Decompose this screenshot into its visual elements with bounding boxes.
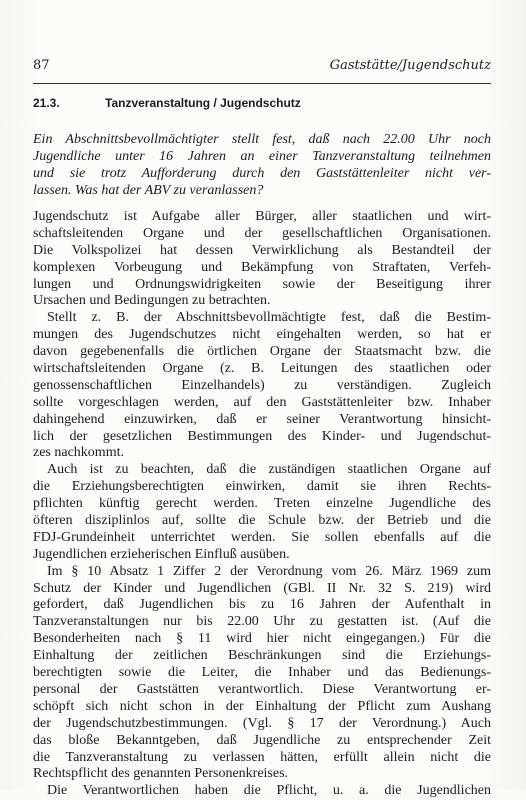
text-line: genossenschaftlichen Einzelhandels) zu verständigen. Zugleich xyxy=(33,377,491,393)
text-line: das bloße Bekanntgeben, daß Jugendliche zu entsprechender Zeit xyxy=(33,732,491,748)
text-line: sollte vorgeschlagen werden, auf den Gaststättenleiter bzw. Inhaber xyxy=(33,394,491,410)
section-number: 21.3. xyxy=(33,96,60,110)
text-line: Rechtspflicht des genannten Personenkreises. xyxy=(33,766,289,782)
text-line: Einhaltung der zeitlichen Beschränkungen sind die Erziehungs- xyxy=(33,648,491,664)
text-line: personal der Gaststätten verantwortlich. Diese Verantwortung er- xyxy=(33,681,491,697)
text-line: FDJ-Grundeinheit unterrichtet werden. Sie sollen ebenfalls auf die xyxy=(33,529,491,545)
text-line: mungen des Jugendschutzes nicht eingehalten werden, so hat er xyxy=(33,327,491,343)
text-line: lassen. Was hat der ABV zu veranlassen? xyxy=(33,182,264,198)
text-line: und sie trotz Aufforderung durch den Gaststättenleiter nicht ver- xyxy=(33,165,491,181)
text-line: gefordert, daß Jugendlichen bis zu 16 Jahren der Aufenthalt in xyxy=(33,597,491,613)
running-head: Gaststätte/Jugendschutz xyxy=(329,58,491,73)
text-line: Jugendliche unter 16 Jahren an einer Tanzveranstaltung teilnehmen xyxy=(33,148,491,164)
page-number: 87 xyxy=(33,58,50,73)
text-line: Besonderheiten nach § 11 wird hier nicht eingegangen.) Für die xyxy=(33,631,491,647)
text-line: Jugendschutz ist Aufgabe aller Bürger, aller staatlichen und wirt- xyxy=(33,209,491,224)
case-question xyxy=(33,132,491,200)
body-text xyxy=(33,209,491,800)
text-line: Die Volkspolizei hat dessen Verwirklichung als Bestandteil der xyxy=(33,242,491,258)
text-line: pflichten künftig gerecht werden. Treten einzelne Jugendliche des xyxy=(33,496,491,512)
text-line: zes nachkommt. xyxy=(33,445,124,461)
text-line: Ursachen und Bedingungen zu betrachten. xyxy=(33,293,271,309)
text-line: schaftsleitenden Organe und der gesellschaftlichen Organisationen. xyxy=(33,225,491,241)
text-line: Jugendlichen erzieherischen Einfluß ausüben. xyxy=(33,546,290,562)
header-rule xyxy=(33,83,491,84)
text-line: schöpft sich nicht schon in der Einhaltung der Pflicht zum Aushang xyxy=(33,698,491,714)
text-line: Schutz der Kinder und Jugendlichen (GBl. II Nr. 32 S. 219) wird xyxy=(33,580,491,596)
text-line: Tanzveranstaltungen nur bis 22.00 Uhr zu gestatten ist. (Auf die xyxy=(33,614,491,630)
text-line: die Tanzveranstaltung zu verlassen hätten, erfüllt allein nicht die xyxy=(33,749,491,765)
text-line: dahingehend einzuwirken, daß er seiner Verantwortung hinsicht- xyxy=(33,411,491,427)
text-line: öfteren disziplinlos auf, sollte die Schule bzw. der Betrieb und die xyxy=(33,513,491,529)
text-line: komplexen Vorbeugung und Bekämpfung von Straftaten, Verfeh- xyxy=(33,259,491,275)
text-line: die Erziehungsberechtigten einwirken, damit sie ihren Rechts- xyxy=(33,479,491,495)
text-line: Auch ist zu beachten, daß die zuständigen staatlichen Organe auf xyxy=(47,462,491,478)
text-line: davon gegebenenfalls die örtlichen Organe der Staatsmacht bzw. die xyxy=(33,344,491,360)
text-line: lich der gesetzlichen Bestimmungen des Kinder- und Jugendschut- xyxy=(33,428,491,444)
text-line: wirtschaftsleitenden Organe (z. B. Leitungen des staatlichen oder xyxy=(33,361,491,377)
text-line: Im § 10 Absatz 1 Ziffer 2 der Verordnung vom 26. März 1969 zum xyxy=(47,563,491,579)
text-line: der Jugendschutzbestimmungen. (Vgl. § 17 der Verordnung.) Auch xyxy=(33,715,491,731)
text-line: lungen und Ordnungswidrigkeiten sowie der Beseitigung ihrer xyxy=(33,276,491,292)
text-line: Ein Abschnittsbevollmächtigter stellt fest, daß nach 22.00 Uhr noch xyxy=(33,132,491,147)
text-line: Die Verantwortlichen haben die Pflicht, u. a. die Jugendlichen xyxy=(47,783,491,799)
section-heading xyxy=(33,96,491,114)
text-line: Stellt z. B. der Abschnittsbevollmächtigte fest, daß die Bestim- xyxy=(47,310,491,326)
section-title: Tanzveranstaltung / Jugendschutz xyxy=(105,96,301,110)
page-header xyxy=(33,58,491,78)
text-line: berechtigten sowie die Leiter, die Inhaber und das Bedienungs- xyxy=(33,665,491,681)
